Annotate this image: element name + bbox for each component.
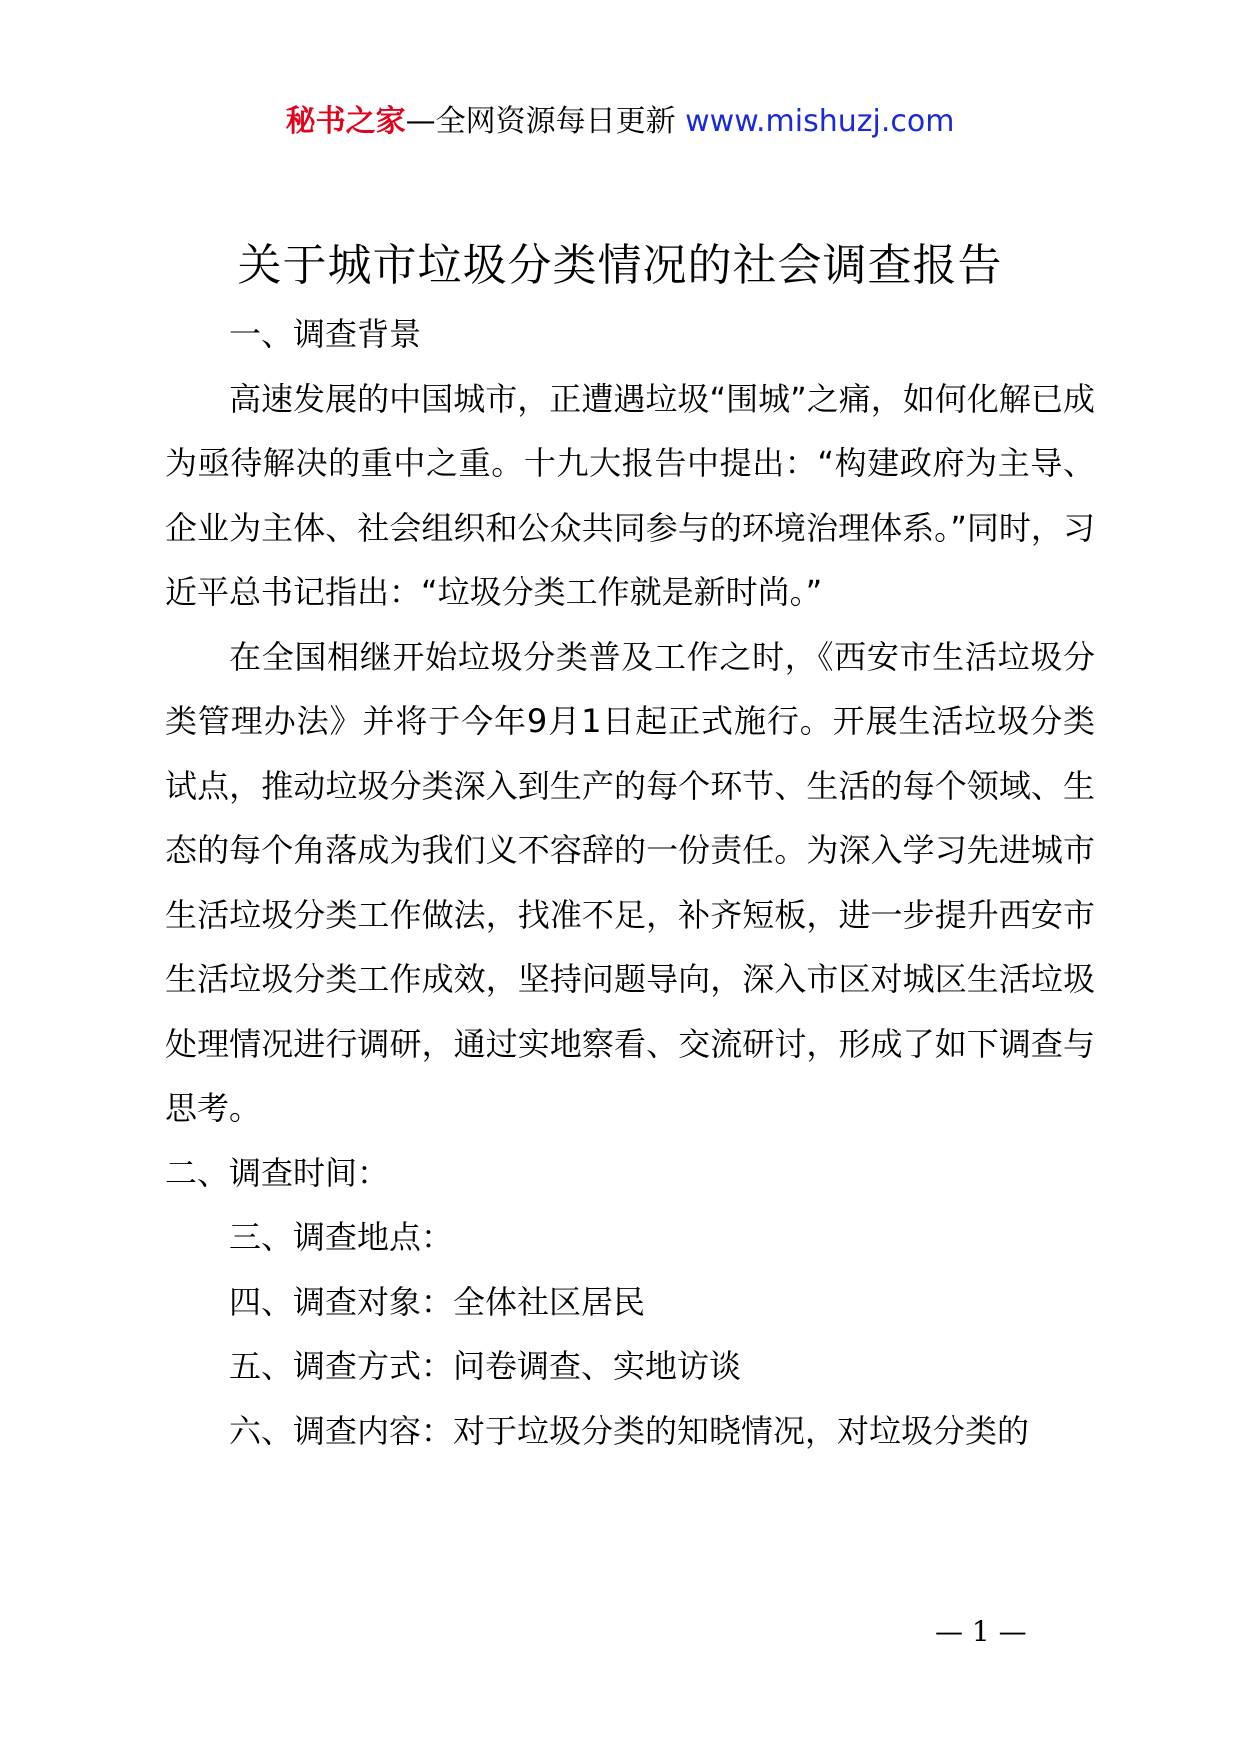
brand-name: 秘书之家 <box>285 104 406 139</box>
paragraph-context: 在全国相继开始垃圾分类普及工作之时，《西安市生活垃圾分类管理办法》并将于今年9月1日起正式施行。开展生活垃圾分类试点，推动垃圾分类深入到生产的每个环节、生活的每个领域、生态的每个角落成为我们义不容辞的一份责任。为深入学习先进城市生活垃圾分类工作做法，找准不足，补齐短板，进一步提升西安市生活垃圾分类工作成效，坚持问题导向，深入市区对城区生活垃圾处理情况进行调研，通过实地察看、交流研讨，形成了如下调查与思考。 <box>165 637 1095 1127</box>
document-body <box>165 302 1095 1463</box>
section-heading-time: 二、调查时间： <box>165 1153 390 1192</box>
site-header <box>0 100 1240 144</box>
section-heading-subjects: 四、调查对象：全体社区居民 <box>229 1282 646 1321</box>
section-heading-method: 五、调查方式：问卷调查、实地访谈 <box>229 1347 742 1385</box>
section-heading-background: 一、调查背景 <box>229 315 422 353</box>
header-tagline: —全网资源每日更新 <box>405 104 676 139</box>
page-number: — 1 — <box>935 1615 1027 1648</box>
section-heading-location: 三、调查地点： <box>229 1218 454 1256</box>
site-url-link[interactable]: www.mishuzj.com <box>685 104 955 139</box>
paragraph-background: 高速发展的中国城市，正遭遇垃圾“围城”之痛，如何化解已成为亟待解决的重中之重。十九大报告中提出：“构建政府为主导、企业为主体、社会组织和公众共同参与的环境治理体系。”同时，习近平总书记指出：“垃圾分类工作就是新时尚。” <box>165 379 1095 611</box>
section-heading-content: 六、调查内容：对于垃圾分类的知晓情况，对垃圾分类的 <box>229 1411 1030 1450</box>
document-title: 关于城市垃圾分类情况的社会调查报告 <box>237 240 1003 291</box>
